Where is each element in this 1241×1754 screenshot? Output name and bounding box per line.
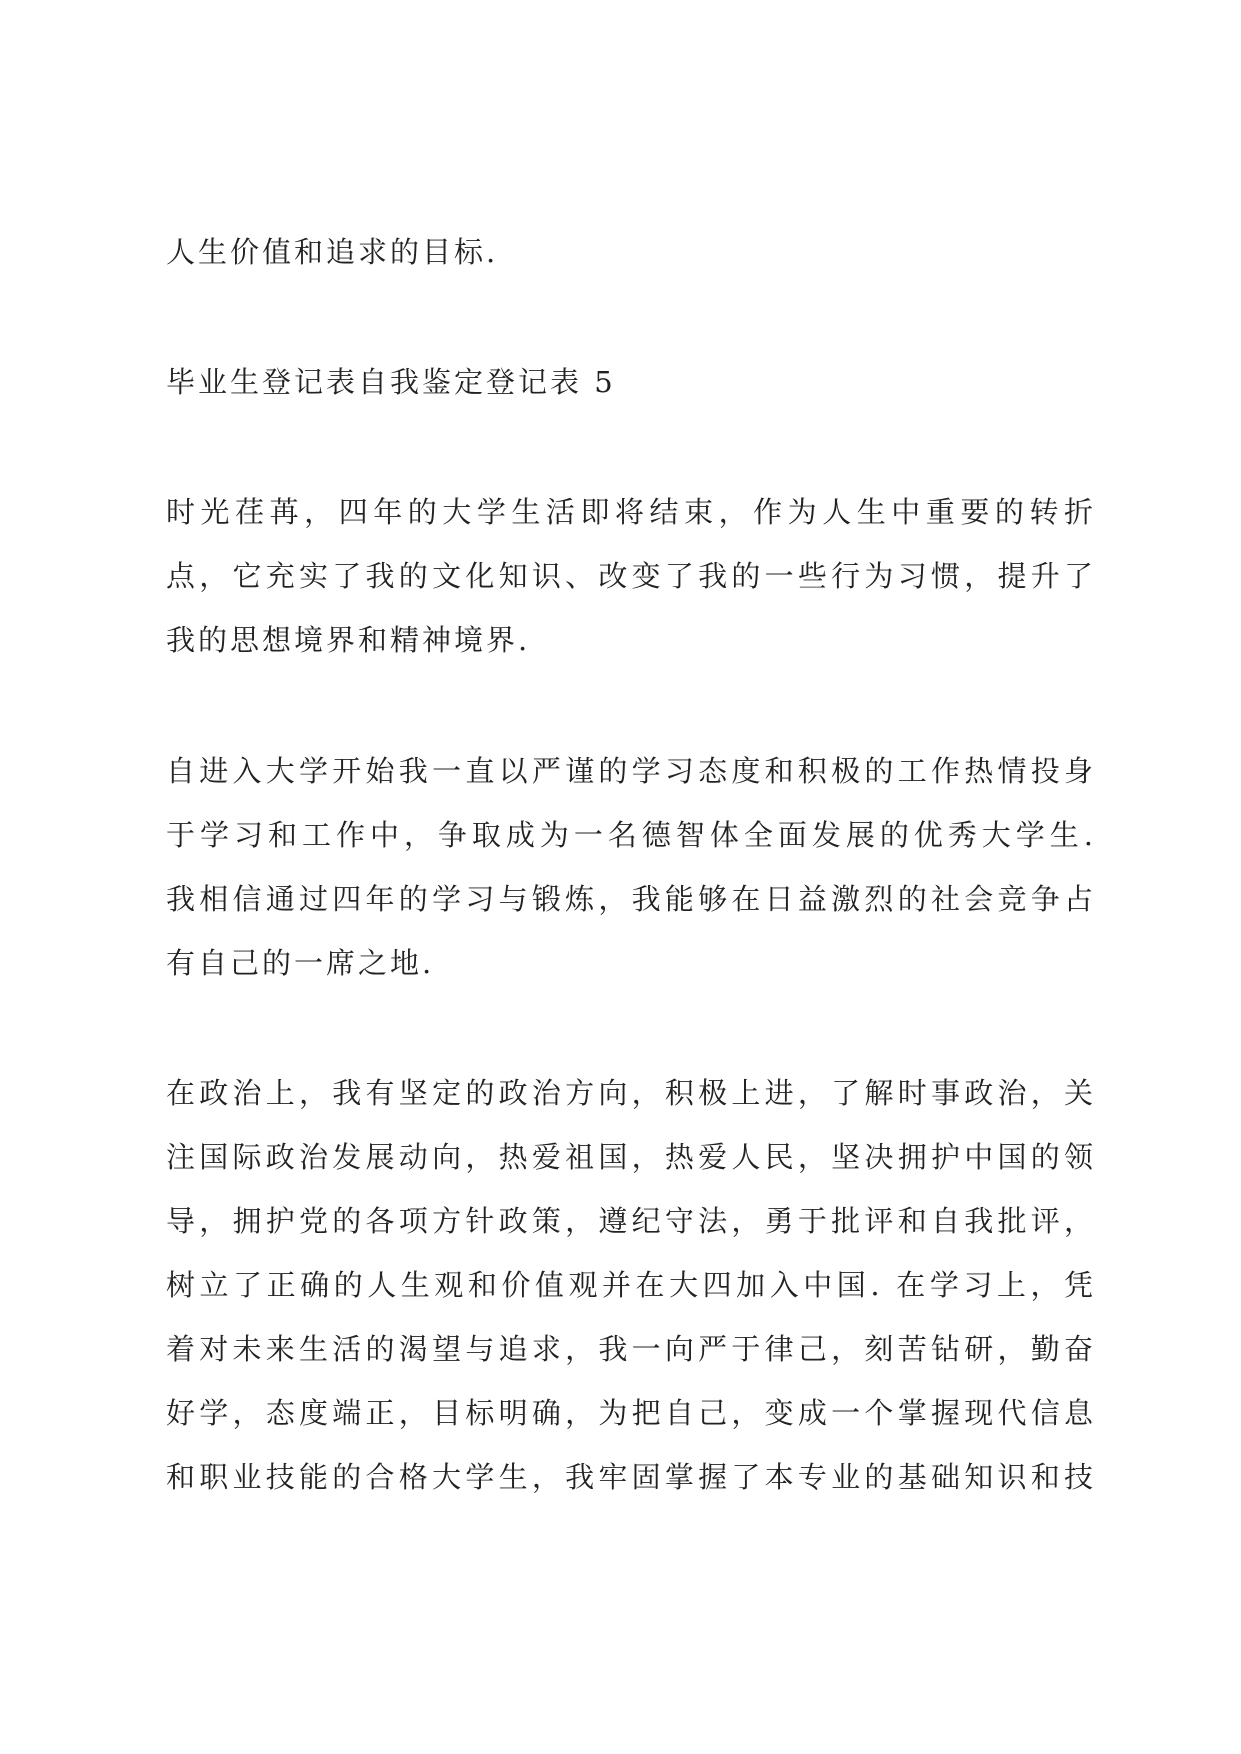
text-line: 好学，态度端正，目标明确，为把自己，变成一个掌握现代信息 (166, 1396, 1096, 1430)
section-heading: 毕业生登记表自我鉴定登记表 5 (166, 365, 616, 399)
text-line: 点，它充实了我的文化知识、改变了我的一些行为习惯，提升了 (166, 559, 1096, 593)
text-line: 在政治上，我有坚定的政治方向，积极上进，了解时事政治，关 (166, 1076, 1096, 1110)
text-line: 于学习和工作中，争取成为一名德智体全面发展的优秀大学生. (166, 818, 1096, 852)
text-line: 着对未来生活的渴望与追求，我一向严于律己，刻苦钻研，勤奋 (166, 1332, 1096, 1366)
text-line: 和职业技能的合格大学生，我牢固掌握了本专业的基础知识和技 (166, 1460, 1096, 1494)
text-line: 人生价值和追求的目标. (166, 235, 499, 269)
text-line: 树立了正确的人生观和价值观并在大四加入中国. 在学习上，凭 (166, 1268, 1096, 1302)
text-line: 我相信通过四年的学习与锻炼，我能够在日益激烈的社会竞争占 (166, 882, 1096, 916)
text-line: 我的思想境界和精神境界. (166, 623, 531, 657)
text-line: 有自己的一席之地. (166, 946, 435, 980)
text-line: 注国际政治发展动向，热爱祖国，热爱人民，坚决拥护中国的领 (166, 1140, 1096, 1174)
text-line: 时光荏苒，四年的大学生活即将结束，作为人生中重要的转折 (166, 495, 1096, 529)
text-line: 自进入大学开始我一直以严谨的学习态度和积极的工作热情投身 (166, 754, 1096, 788)
text-line: 导，拥护党的各项方针政策，遵纪守法，勇于批评和自我批评， (166, 1204, 1096, 1238)
